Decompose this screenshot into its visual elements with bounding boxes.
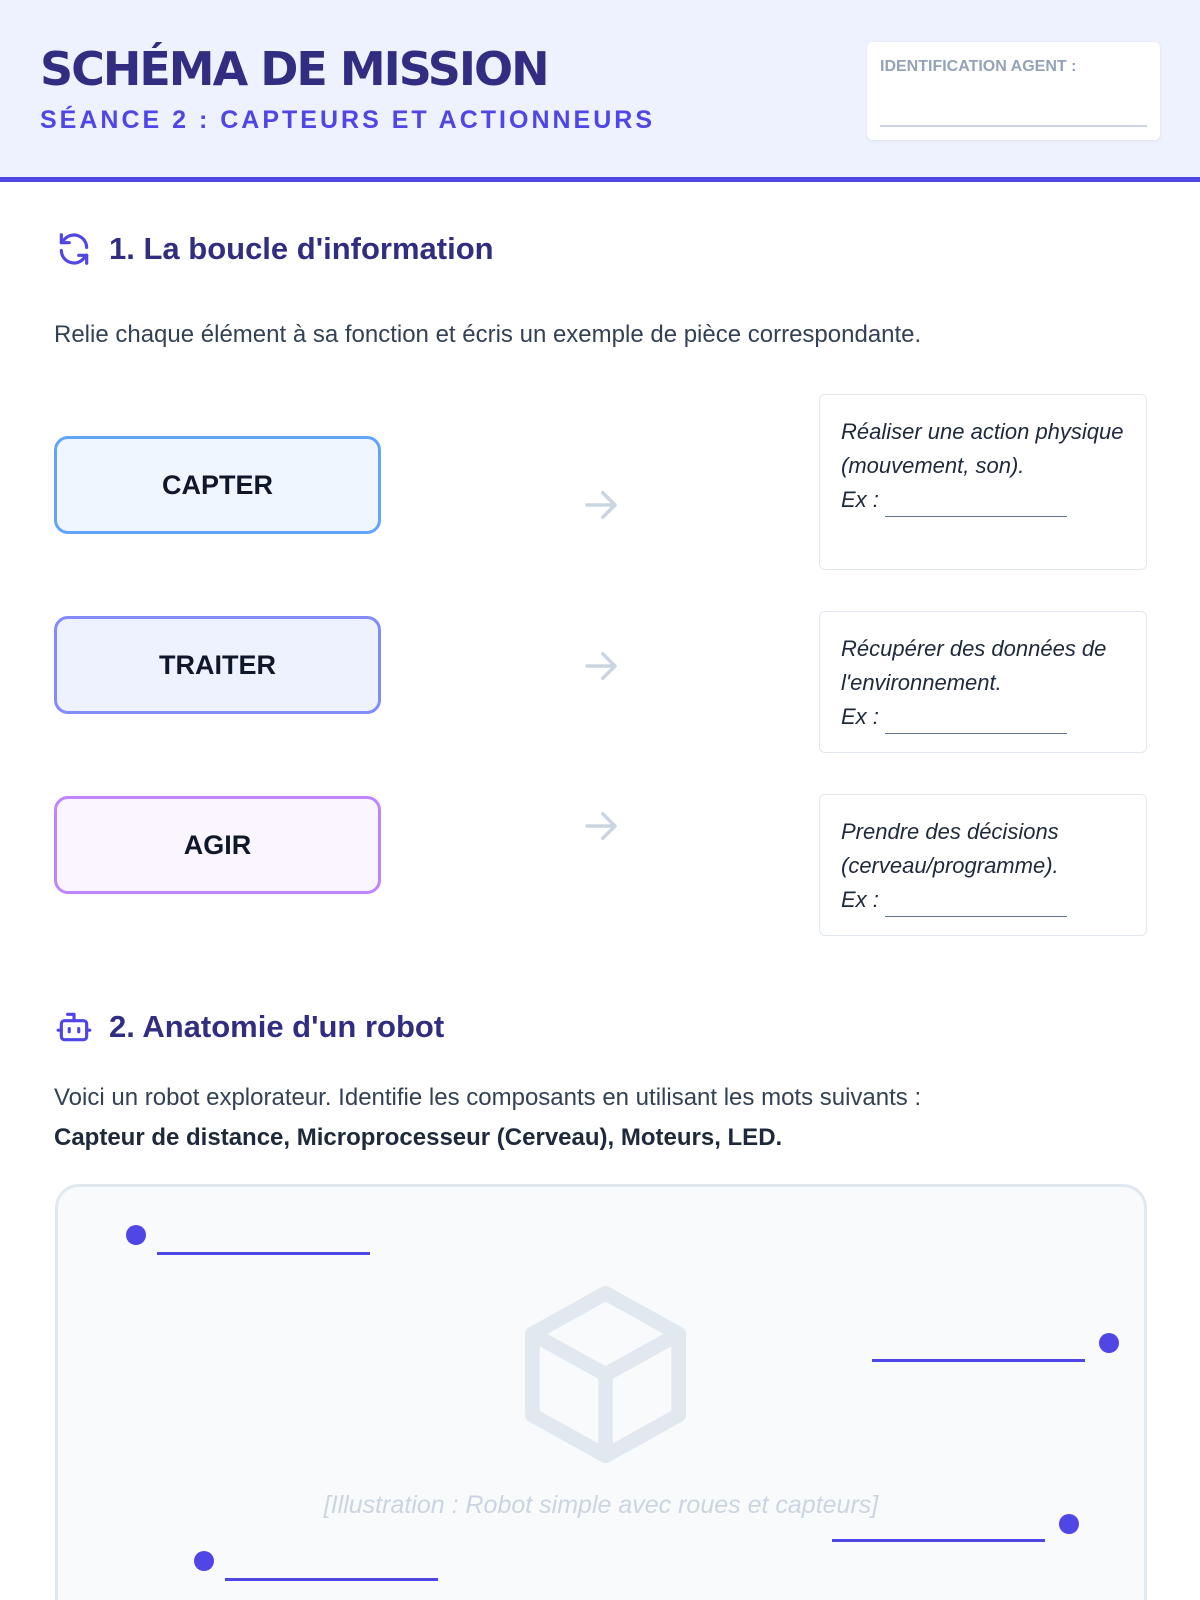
section-2-title	[55, 1008, 444, 1046]
example-prefix: Ex :	[841, 487, 879, 512]
refresh-icon	[55, 230, 93, 268]
function-box-decision[interactable]	[819, 794, 1147, 936]
label-dot	[126, 1225, 146, 1245]
page-header	[0, 0, 1200, 182]
label-blank-4[interactable]	[225, 1578, 438, 1581]
agent-id-field[interactable]	[880, 125, 1147, 127]
function-box-data[interactable]	[819, 611, 1147, 753]
label-dot	[1099, 1333, 1119, 1353]
word-list: Capteur de distance, Microprocesseur (Cerveau), Moteurs, LED.	[54, 1124, 783, 1151]
robot-icon	[55, 1008, 93, 1046]
section-1-title-text: 1. La boucle d'information	[109, 231, 494, 266]
section-1-title	[55, 230, 494, 268]
robot-diagram	[55, 1184, 1147, 1600]
example-blank[interactable]	[885, 891, 1067, 917]
arrow-right-icon	[580, 805, 622, 847]
arrow-right-icon	[580, 484, 622, 526]
label-dot	[194, 1551, 214, 1571]
element-agir[interactable]: AGIR	[54, 796, 381, 894]
element-capter[interactable]: CAPTER	[54, 436, 381, 534]
example-blank[interactable]	[885, 708, 1067, 734]
section-1-instruction: Relie chaque élément à sa fonction et écris un exemple de pièce correspondante.	[54, 321, 922, 348]
page-subtitle: SÉANCE 2 : CAPTEURS ET ACTIONNEURS	[40, 106, 656, 134]
cube-icon	[508, 1277, 703, 1472]
example-prefix: Ex :	[841, 704, 879, 729]
example-row	[841, 700, 1126, 734]
example-row	[841, 883, 1126, 917]
arrow-right-icon	[580, 645, 622, 687]
element-traiter[interactable]: TRAITER	[54, 616, 381, 714]
page-title: SCHÉMA DE MISSION	[40, 42, 548, 96]
illustration-caption: [Illustration : Robot simple avec roues et capteurs]	[323, 1491, 879, 1519]
example-blank[interactable]	[885, 491, 1067, 517]
agent-id-card	[867, 42, 1160, 140]
label-dot	[1059, 1514, 1079, 1534]
example-prefix: Ex :	[841, 887, 879, 912]
section-2-instruction	[54, 1078, 1154, 1158]
function-box-action[interactable]	[819, 394, 1147, 570]
label-blank-1[interactable]	[157, 1252, 370, 1255]
section-2-title-text: 2. Anatomie d'un robot	[109, 1009, 445, 1044]
example-row	[841, 483, 1126, 517]
label-blank-2[interactable]	[872, 1359, 1085, 1362]
agent-id-label: IDENTIFICATION AGENT :	[880, 58, 1077, 75]
section-2-instruction-text: Voici un robot explorateur. Identifie les composants en utilisant les mots suivants :	[54, 1084, 922, 1111]
label-blank-3[interactable]	[832, 1539, 1045, 1542]
function-text: Réaliser une action physique (mouvement, son).	[841, 419, 1124, 478]
function-text: Prendre des décisions (cerveau/programme).	[841, 819, 1059, 878]
function-text: Récupérer des données de l'environnement.	[841, 636, 1107, 695]
